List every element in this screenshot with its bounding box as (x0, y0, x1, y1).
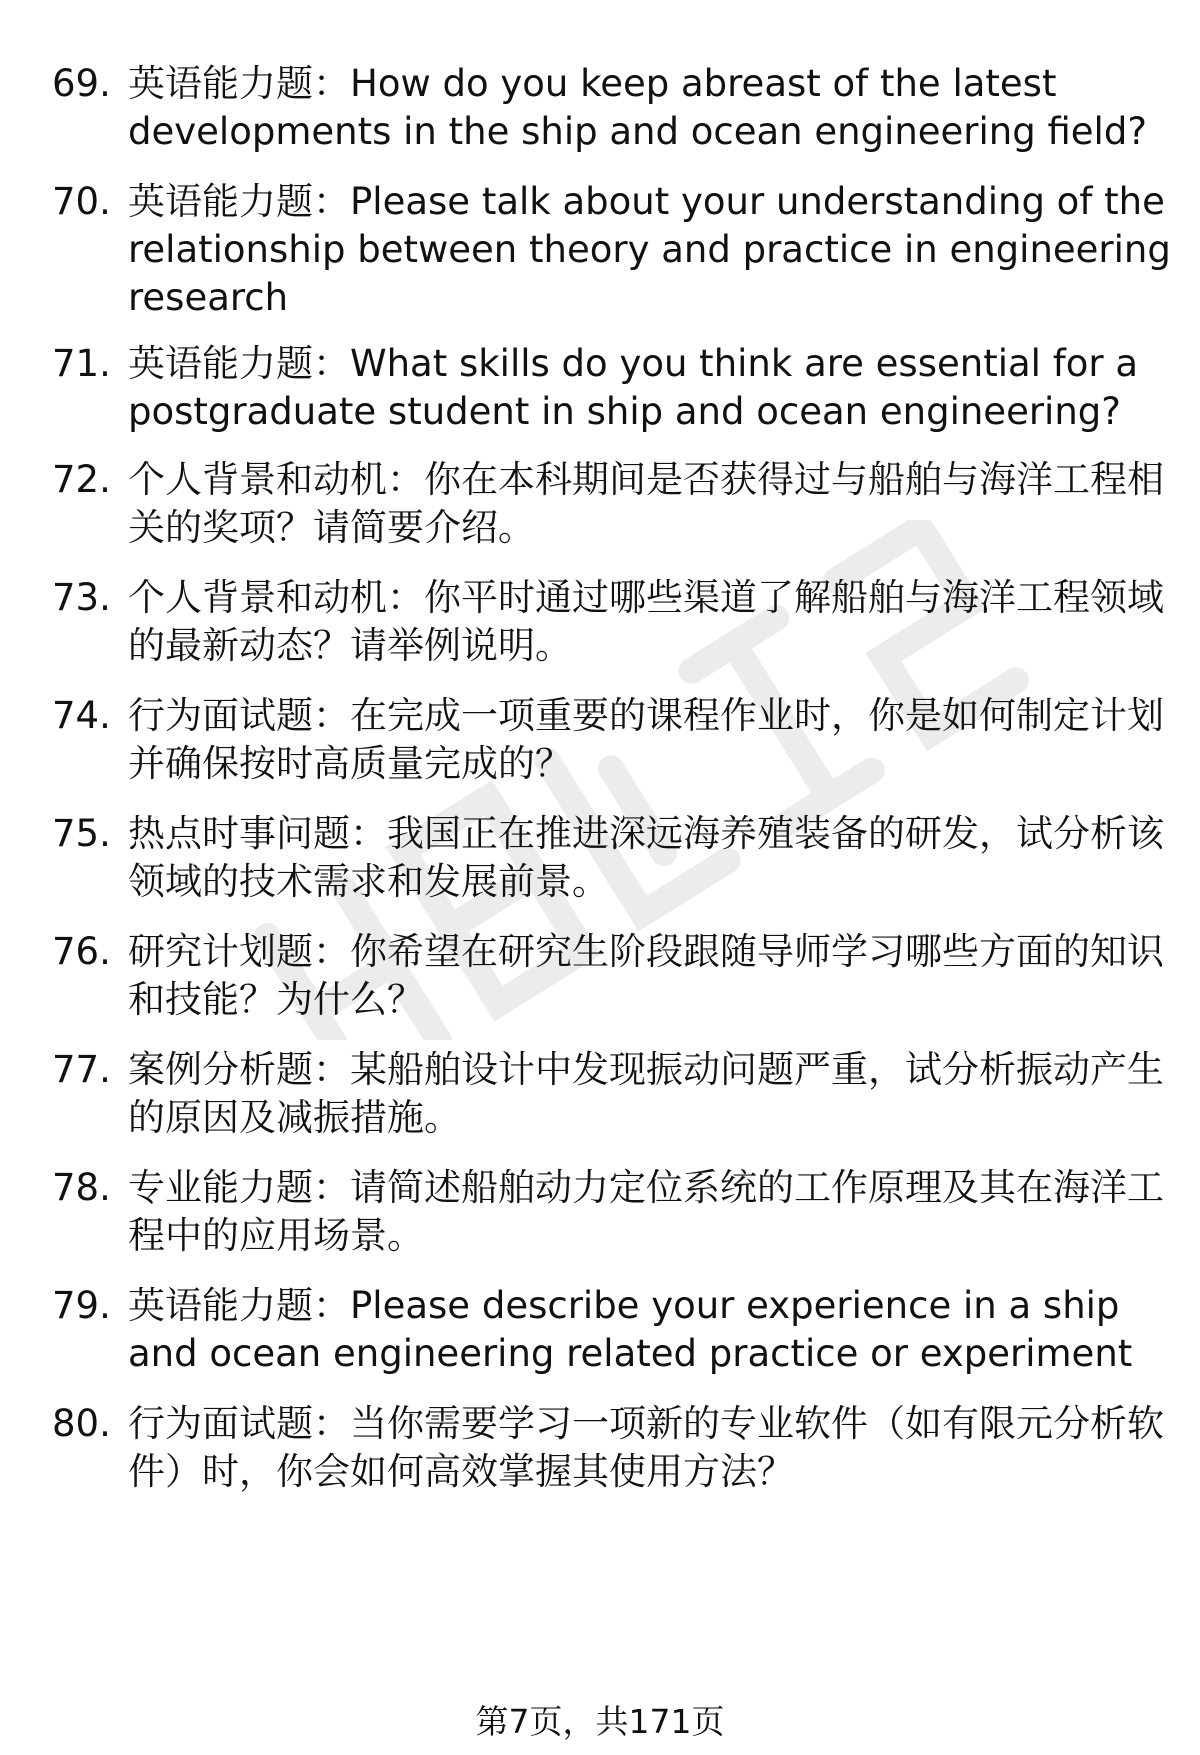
question-item-77 (52, 1046, 1164, 1142)
question-number: 74. (52, 694, 111, 737)
question-number: 69. (52, 62, 111, 105)
page-number-label: 第7页，共171页 (475, 1702, 725, 1741)
question-text: 个人背景和动机：你在本科期间是否获得过与船舶与海洋工程相关的奖项？请简要介绍。 (128, 458, 1164, 549)
question-text: 英语能力题：What skills do you think are essential for a postgraduate student in ship and ocean engineering? (128, 342, 1139, 433)
question-text: 行为面试题：当你需要学习一项新的专业软件（如有限元分析软件）时，你会如何高效掌握其使用方法？ (128, 1402, 1164, 1493)
question-text: 专业能力题：请简述船舶动力定位系统的工作原理及其在海洋工程中的应用场景。 (128, 1166, 1164, 1257)
question-text: 热点时事问题：我国正在推进深远海养殖装备的研发，试分析该领域的技术需求和发展前景。 (128, 812, 1164, 903)
question-item-70 (52, 178, 1171, 322)
question-text: 行为面试题：在完成一项重要的课程作业时，你是如何制定计划并确保按时高质量完成的？ (128, 694, 1164, 785)
question-text: 研究计划题：你希望在研究生阶段跟随导师学习哪些方面的知识和技能？为什么？ (128, 930, 1164, 1021)
question-item-80 (52, 1400, 1164, 1496)
question-item-75 (52, 810, 1164, 906)
question-item-71 (52, 340, 1152, 436)
question-text: 个人背景和动机：你平时通过哪些渠道了解船舶与海洋工程领域的最新动态？请举例说明。 (128, 576, 1164, 667)
question-item-76 (52, 928, 1164, 1024)
question-text: 案例分析题：某船舶设计中发现振动问题严重，试分析振动产生的原因及减振措施。 (128, 1048, 1164, 1139)
question-item-73 (52, 574, 1164, 670)
question-item-69 (52, 60, 1152, 156)
question-number: 71. (52, 342, 111, 385)
question-number: 70. (52, 180, 111, 223)
question-number: 73. (52, 576, 111, 619)
question-item-72 (52, 456, 1164, 552)
question-number: 79. (52, 1284, 111, 1327)
question-number: 77. (52, 1048, 111, 1091)
question-text: 英语能力题：Please describe your experience in a ship and ocean engineering related practice or experiment (128, 1284, 1133, 1375)
question-item-74 (52, 692, 1164, 788)
question-number: 80. (52, 1402, 111, 1445)
question-item-79 (52, 1282, 1152, 1378)
question-number: 76. (52, 930, 111, 973)
question-text: 英语能力题：How do you keep abreast of the latest developments in the ship and ocean engineering field? (128, 62, 1147, 153)
question-item-78 (52, 1164, 1164, 1260)
question-number: 75. (52, 812, 111, 855)
question-number: 78. (52, 1166, 111, 1209)
page-footer (0, 1702, 1200, 1742)
question-text: 英语能力题：Please talk about your understanding of the relationship between theory and practice in engineering research (128, 180, 1171, 319)
question-number: 72. (52, 458, 111, 501)
